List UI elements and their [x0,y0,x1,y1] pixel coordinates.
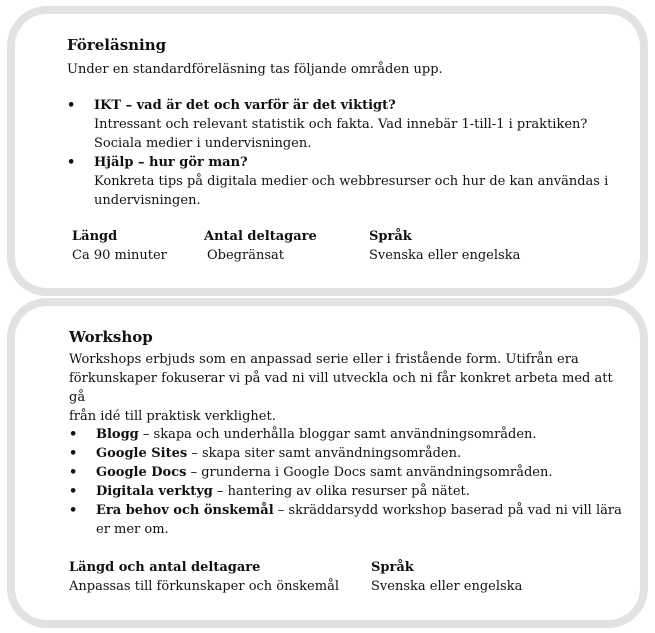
topic-term: Digitala verktyg [96,484,213,499]
list-item [69,425,629,444]
topic-desc: – hantering av olika resurser på nätet. [212,484,470,499]
topic-term: Google Docs [96,465,187,480]
lecture-title: Föreläsning [67,36,167,54]
topic-term: Google Sites [96,446,188,461]
topic-desc: er mer om. [96,522,169,537]
topic-desc: – skapa och underhålla bloggar samt användningsområden. [138,427,537,442]
topic-desc: – grunderna i Google Docs samt användningsområden. [186,465,553,480]
meta-label: Längd [72,229,118,244]
meta-label: Längd och antal deltagare [69,560,261,575]
list-item [69,482,629,501]
topic-text: undervisningen. [94,193,201,208]
list-item [67,153,627,210]
lecture-intro: Under en standardföreläsning tas följande områden upp. [67,62,443,77]
meta-label: Språk [371,560,414,575]
workshop-topics-list [69,425,629,539]
meta-value: Anpassas till förkunskaper och önskemål [69,579,339,594]
topic-term: Blogg [96,427,139,442]
intro-line: Workshops erbjuds som en anpassad serie eller i fristående form. Utifrån era [69,352,579,367]
workshop-title: Workshop [69,328,153,346]
list-item [69,463,629,482]
topic-desc: – skräddarsydd workshop baserad på vad ni vill lära [273,503,622,518]
bullet-icon: • [69,427,78,442]
lecture-participants [204,227,317,265]
topic-desc: – skapa siter samt användningsområden. [187,446,462,461]
lecture-language [369,227,520,265]
meta-label: Språk [369,229,412,244]
meta-value: Obegränsat [207,248,284,263]
workshop-intro [69,350,629,426]
bullet-icon: • [69,503,78,518]
meta-value: Ca 90 minuter [72,248,167,263]
topic-text: Konkreta tips på digitala medier och webbresurser och hur de kan användas i [94,174,609,189]
lecture-length [72,227,167,265]
topic-heading: Hjälp – hur gör man? [94,155,248,170]
bullet-icon: • [69,484,78,499]
meta-value: Svenska eller engelska [371,579,523,594]
bullet-icon: • [69,446,78,461]
topic-heading: IKT – vad är det och varför är det viktigt? [94,98,396,113]
topic-text: Sociala medier i undervisningen. [94,136,312,151]
bullet-icon: • [69,465,78,480]
bullet-icon: • [67,155,76,170]
workshop-language [371,558,522,596]
list-item [69,444,629,463]
meta-value: Svenska eller engelska [369,248,521,263]
topic-text: Intressant och relevant statistik och fakta. Vad innebär 1-till-1 i praktiken? [94,117,588,132]
bullet-icon: • [67,98,76,113]
lecture-topics-list [67,96,627,210]
intro-line: förkunskaper fokuserar vi på vad ni vill utveckla och ni får konkret arbeta med att gå [69,371,613,405]
intro-line: från idé till praktisk verklighet. [69,409,276,424]
topic-term: Era behov och önskemål [96,503,274,518]
list-item [67,96,627,153]
workshop-length-participants [69,558,339,596]
list-item [69,501,629,539]
meta-label: Antal deltagare [204,229,317,244]
